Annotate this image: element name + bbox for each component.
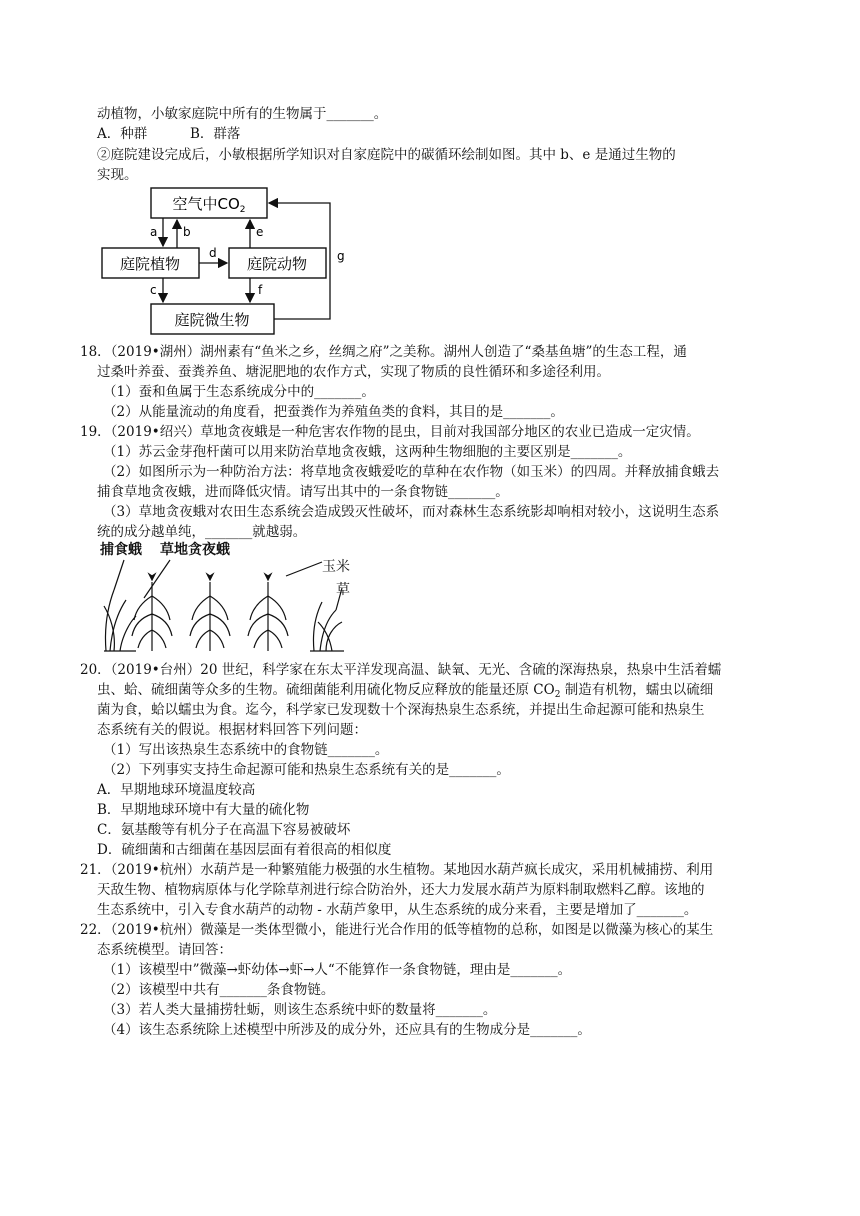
- arrow-label-c: c: [150, 283, 157, 297]
- q18-part: （1）蚕和鱼属于生态系统成分中的_______。: [103, 384, 375, 400]
- q21-line: 天敌生物、植物病原体与化学除草剂进行综合防治外，还大力发展水葫芦为原料制取燃料乙醇。该地的: [97, 882, 705, 898]
- box-plant-label: 庭院植物: [119, 255, 181, 273]
- q18-part: （2）从能量流动的角度看，把蚕粪作为养殖鱼类的食料，其目的是_______。: [103, 404, 564, 420]
- q19-part: （1）苏云金芽孢杆菌可以用来防治草地贪夜蛾，这两种生物细胞的主要区别是_______。: [103, 444, 632, 460]
- q20-option-a: A．早期地球环境温度较高: [97, 782, 256, 798]
- q18-line: 过桑叶养蚕、蚕粪养鱼、塘泥肥地的农作方式，实现了物质的良性循环和多途径利用。: [97, 364, 610, 380]
- box-air-subscript: 2: [239, 205, 246, 215]
- q17-option-b: B．群落: [190, 126, 241, 142]
- fig-label-fall-armyworm: 草地贪夜蛾: [160, 542, 230, 558]
- q19-part: 捕食草地贪夜蛾，进而降低灾情。请写出其中的一条食物链_______。: [97, 484, 509, 500]
- q20-part: （2）下列事实支持生命起源可能和热泉生态系统有关的是_______。: [103, 762, 510, 778]
- box-micro-label: 庭院微生物: [174, 311, 250, 329]
- arrow-label-b: b: [183, 225, 191, 239]
- arrow-label-f: f: [258, 283, 263, 297]
- q22-part: （3）若人类大量捕捞牡蛎，则该生态系统中虾的数量将_______。: [103, 1002, 497, 1018]
- q20-co2-subscript: 2: [554, 690, 561, 700]
- arrow-label-e: e: [256, 225, 264, 239]
- q22-part: （4）该生态系统除上述模型中所涉及的成分外，还应具有的生物成分是_______。: [103, 1022, 591, 1038]
- fig-label-predator-moth: 捕食蛾: [100, 542, 142, 558]
- q20-option-d: D．硫细菌和古细菌在基因层面有着很高的相似度: [97, 842, 392, 858]
- q20-line: [97, 680, 713, 702]
- q20-line-part: 虫、蛤、硫细菌等众多的生物。硫细菌能利用硫化物反应释放的能量还原 CO: [97, 682, 555, 698]
- corn-plant: [190, 574, 230, 651]
- arrow-label-d: d: [209, 246, 217, 260]
- q17-line: 动植物，小敏家庭院中所有的生物属于_______。: [97, 106, 388, 122]
- corn-plant: [248, 574, 288, 651]
- q19-part: 统的成分越单纯，_______就越弱。: [97, 524, 307, 540]
- carbon-cycle-diagram: [96, 184, 366, 340]
- q21-line: 生态系统中，引入专食水葫芦的动物 - 水葫芦象甲，从生态系统的成分来看，主要是增加了_______。: [97, 902, 698, 918]
- fig-label-corn: 玉米: [322, 559, 350, 575]
- corn-plant: [132, 574, 172, 651]
- q20-line: 菌为食，蛤以蠕虫为食。迄今，科学家已发现数十个深海热泉生态系统，并提出生命起源可能和热泉生: [97, 702, 705, 718]
- q21-line: 21．（2019•杭州）水葫芦是一种繁殖能力极强的水生植物。某地因水葫芦疯长成灾，采用机械捕捞、利用: [80, 862, 714, 878]
- q20-line-part: 制造有机物，蠕虫以硫细: [560, 682, 714, 698]
- fig-label-grass: 草: [336, 582, 350, 598]
- q20-option-b: B．早期地球环境中有大量的硫化物: [97, 802, 310, 818]
- svg-text:空气中CO2: [172, 195, 245, 215]
- q22-line: 22．（2019•杭州）微藻是一类体型微小，能进行光合作用的低等植物的总称，如图是以微藻为核心的某生: [80, 922, 714, 938]
- q17-option-a: A．种群: [97, 126, 148, 142]
- q22-part: （1）该模型中”微藻→虾幼体→虾→人“不能算作一条食物链，理由是_______。: [103, 962, 572, 978]
- q20-part: （1）写出该热泉生态系统中的食物链_______。: [103, 742, 389, 758]
- q20-option-c: C．氨基酸等有机分子在高温下容易被破坏: [97, 822, 351, 838]
- pest-control-illustration: [100, 556, 362, 656]
- q19-part: （3）草地贪夜蛾对农田生态系统会造成毁灭性破坏，而对森林生态系统影却响相对较小，这说明生态系: [103, 504, 720, 520]
- q22-line: 态系统模型。请回答：: [97, 942, 232, 958]
- q18-line: 18．（2019•湖州）湖州素有“鱼米之乡，丝绸之府”之美称。湖州人创造了“桑基鱼塘”的生态工程，通: [80, 344, 687, 360]
- q19-line: 19．（2019•绍兴）草地贪夜蛾是一种危害农作物的昆虫，目前对我国部分地区的农业已造成一定灾情。: [80, 424, 700, 440]
- q20-line: 20．（2019•台州）20 世纪，科学家在东太平洋发现高温、缺氧、无光、含硫的深海热泉，热泉中生活着蠕: [80, 662, 722, 678]
- q17-line: ②庭院建设完成后，小敏根据所学知识对自家庭院中的碳循环绘制如图。其中 b、e 是通过生物的: [97, 147, 676, 163]
- q17-line: 实现。: [97, 167, 138, 183]
- q20-line: 态系统有关的假说。根据材料回答下列问题：: [97, 722, 367, 738]
- q22-part: （2）该模型中共有_______条食物链。: [103, 982, 335, 998]
- box-animal-label: 庭院动物: [246, 255, 308, 273]
- box-air-label: 空气中CO: [172, 195, 240, 213]
- arrow-label-a: a: [150, 225, 158, 239]
- q19-part: （2）如图所示为一种防治方法：将草地贪夜蛾爱吃的草种在农作物（如玉米）的四周。并释放捕食蛾去: [103, 464, 720, 480]
- arrow-label-g: g: [337, 249, 345, 263]
